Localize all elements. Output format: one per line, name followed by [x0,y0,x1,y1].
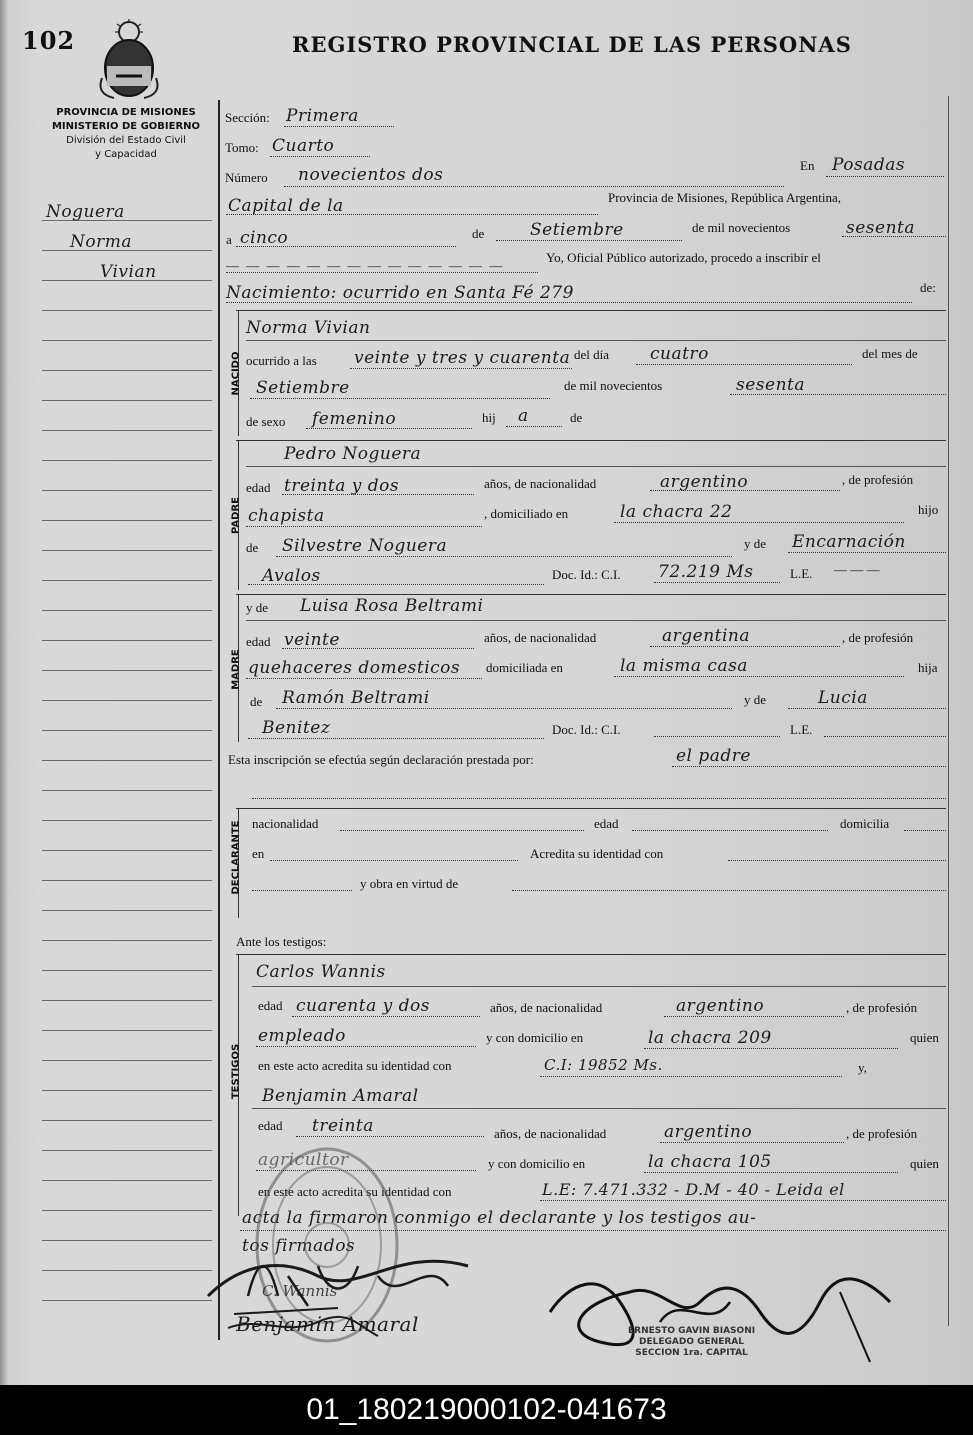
padre-doc: 72.219 Ms [658,562,754,582]
madre-le-label: L.E. [790,722,813,737]
madre-de-label: de [250,694,263,709]
tomo-label: Tomo: [225,140,259,155]
padre-name-rule [246,466,946,467]
numero-value: novecientos dos [298,165,444,185]
testigo1-edad: cuarenta y dos [296,996,430,1016]
nacido-de-label: de [570,410,583,425]
hij-suffix: a [518,406,529,426]
testigo1-name-rule [252,986,946,987]
madre-edad: veinte [284,630,340,650]
mil-label: de mil novecientos [692,220,791,235]
testigo2-quien-label: quien [910,1156,939,1171]
declarante-domicilia-label: domicilia [840,816,890,831]
dia-value: cinco [240,228,289,248]
document-title: REGISTRO PROVINCIAL DE LAS PERSONAS [292,32,852,57]
issuer-province: PROVINCIA DE MISIONES [56,107,196,118]
seccion-value: Primera [286,106,359,126]
signature-witness-2: Benjamin Amaral [236,1312,419,1336]
madre-padre-de: Ramón Beltrami [282,688,430,708]
mes-value: Setiembre [530,220,624,240]
padre-nac-label: años, de nacionalidad [484,476,597,491]
numero-label: Número [225,170,268,185]
del-mes-label: del mes de [862,346,918,361]
declarante-top-rule [236,808,946,809]
madre-prof-label: , de profesión [842,630,914,645]
padre-prof-label: , de profesión [842,472,914,487]
padre-de-label: de [246,540,259,555]
testigo2-dom-label: y con domicilio en [488,1156,586,1171]
madre-hija-label: hija [918,660,938,675]
dash-filler: — — — — — — — — — — — — — — [226,258,505,273]
tomo-value: Cuarto [272,136,335,156]
padre-dom-label: , domiciliado en [484,506,569,521]
column-divider [218,100,220,1340]
nacido-dia: cuatro [650,344,709,364]
oficial-text: Yo, Oficial Público autorizado, procedo a inscribir el [546,250,821,265]
stamp-line-1: ERNESTO GAVIN BIASONI [628,1326,756,1336]
declarante-section-label: DECLARANTE [230,820,242,895]
testigo2-acredita-label: en este acto acredita su identidad con [258,1184,452,1199]
madre-dom-label: domiciliada en [486,660,563,675]
madre-profesion: quehaceres domesticos [248,658,461,678]
hij-label: hij [482,410,496,425]
acto-value: Nacimiento: ocurrido en Santa Fé 279 [226,283,574,303]
declarante-acredita-label: Acredita su identidad con [530,846,664,861]
testigo2-nac-label: años, de nacionalidad [494,1126,607,1141]
testigo1-prof-label: , de profesión [846,1000,918,1015]
testigo2-nacionalidad: argentino [664,1122,753,1142]
hora-value: veinte y tres y cuarenta [354,348,571,368]
signature-witness-1: C. Wannis [262,1282,338,1300]
testigo2-domicilio: la chacra 105 [648,1152,772,1172]
padre-padre-de: Silvestre Noguera [282,536,448,556]
sexo-value: femenino [312,409,397,429]
nacido-mil-label: de mil novecientos [564,378,663,393]
padre-hijo-label: hijo [918,502,939,517]
nacido-mes: Setiembre [256,378,350,398]
declarante-edad-label: edad [594,816,619,831]
madre-name-rule [246,620,946,621]
nacido-top-rule [236,310,946,311]
page-number: 102 [22,26,76,55]
scan-id-footer: 01_180219000102-041673 [0,1385,973,1435]
issuer-block [40,106,212,162]
madre-section-label: MADRE [230,649,242,690]
padre-top-rule [236,440,946,441]
testigo2-edad-label: edad [258,1118,283,1133]
declaracion-valor: el padre [676,746,751,766]
testigo2-nombre: Benjamin Amaral [262,1086,419,1106]
stamp-line-3: SECCION 1ra. CAPITAL [635,1348,748,1358]
madre-y-de2-label: y de [744,692,767,707]
padre-nacionalidad: argentino [660,472,749,492]
testigo1-nac-label: años, de nacionalidad [490,1000,603,1015]
de-label: de [472,226,485,241]
ocurrido-label: ocurrido a las [246,353,317,368]
testigo2-profesion: agricultor [258,1150,349,1170]
testigo2-prof-label: , de profesión [846,1126,918,1141]
declarante-en-label: en [252,846,265,861]
padre-madre-de-1: Encarnación [792,532,906,552]
padre-y-de-label: y de [744,536,767,551]
declaracion-text: Esta inscripción se efectúa según declaración prestada por: [228,752,534,767]
del-dia-label: del día [574,347,610,362]
padre-section-label: PADRE [230,497,242,534]
madre-madre-de-1: Lucia [818,688,868,708]
testigo2-doc: L.E: 7.471.332 - D.M - 40 - Leida el [542,1180,845,1199]
padre-nombre: Pedro Noguera [284,444,422,464]
testigo1-doc: C.I: 19852 Ms. [544,1056,663,1074]
declarante-nac-label: nacionalidad [252,816,319,831]
testigos-top-rule [236,954,946,955]
issuer-division: División del Estado Civil [66,135,186,146]
testigos-section-label: TESTIGOS [230,1043,242,1100]
padre-le-label: L.E. [790,566,813,581]
nacido-section-label: NACIDO [230,351,242,396]
padre-edad-label: edad [246,480,271,495]
madre-doc-label: Doc. Id.: C.I. [552,722,621,737]
nacido-nombre: Norma Vivian [246,318,371,338]
testigo1-edad-label: edad [258,998,283,1013]
en-value: Posadas [832,155,906,175]
madre-nacionalidad: argentina [662,626,751,646]
cierre-line-1: acta la firmaron conmigo el declarante y los testigos au- [242,1208,757,1228]
cierre-line-2: tos firmados [242,1236,356,1256]
testigo1-nombre: Carlos Wannis [256,962,386,982]
anio-value: sesenta [846,218,915,238]
official-stamp [628,1326,755,1359]
padre-profesion: chapista [248,506,325,526]
madre-edad-label: edad [246,634,271,649]
coat-of-arms-icon [96,18,162,102]
padre-le-dashes: — — — [834,562,880,577]
testigo1-domicilio: la chacra 209 [648,1028,772,1048]
right-border [948,96,949,1326]
margin-second-name: Vivian [100,262,157,282]
provincia-text: Provincia de Misiones, República Argentina, [608,190,841,205]
testigo2-name-rule [252,1108,946,1109]
margin-surname: Noguera [46,202,125,222]
madre-nombre: Luisa Rosa Beltrami [300,596,484,616]
nacido-anio: sesenta [736,375,805,395]
madre-nac-label: años, de nacionalidad [484,630,597,645]
madre-madre-de-2: Benitez [262,718,331,738]
declarant-signature-icon [198,1236,518,1356]
testigo2-edad: treinta [312,1116,374,1136]
padre-madre-de-2: Avalos [262,566,321,586]
issuer-capacity: y Capacidad [95,149,157,160]
madre-y-de-label: y de [246,600,269,615]
padre-domicilio: la chacra 22 [620,502,733,522]
declarante-obra-label: y obra en virtud de [360,876,459,891]
madre-top-rule [236,594,946,595]
testigo1-quien-label: quien [910,1030,939,1045]
en-label: En [800,158,815,173]
issuer-ministry: MINISTERIO DE GOBIERNO [51,121,201,132]
a-label: a [226,232,232,247]
de-colon: de: [920,280,936,295]
nacido-name-rule [246,340,946,341]
seccion-label: Sección: [225,110,270,125]
sexo-label: de sexo [246,414,286,429]
testigo1-acredita-label: en este acto acredita su identidad con [258,1058,452,1073]
madre-domicilio: la misma casa [620,656,748,676]
padre-edad: treinta y dos [284,476,400,496]
testigo1-dom-label: y con domicilio en [486,1030,584,1045]
testigo1-nacionalidad: argentino [676,996,765,1016]
ante-testigos-label: Ante los testigos: [236,934,327,949]
padre-doc-label: Doc. Id.: C.I. [552,567,621,582]
margin-first-name: Norma [70,232,132,252]
capital-value: Capital de la [228,196,344,216]
testigo1-profesion: empleado [258,1026,346,1046]
testigo1-y-label: y, [858,1060,867,1075]
stamp-line-2: DELEGADO GENERAL [639,1337,745,1347]
